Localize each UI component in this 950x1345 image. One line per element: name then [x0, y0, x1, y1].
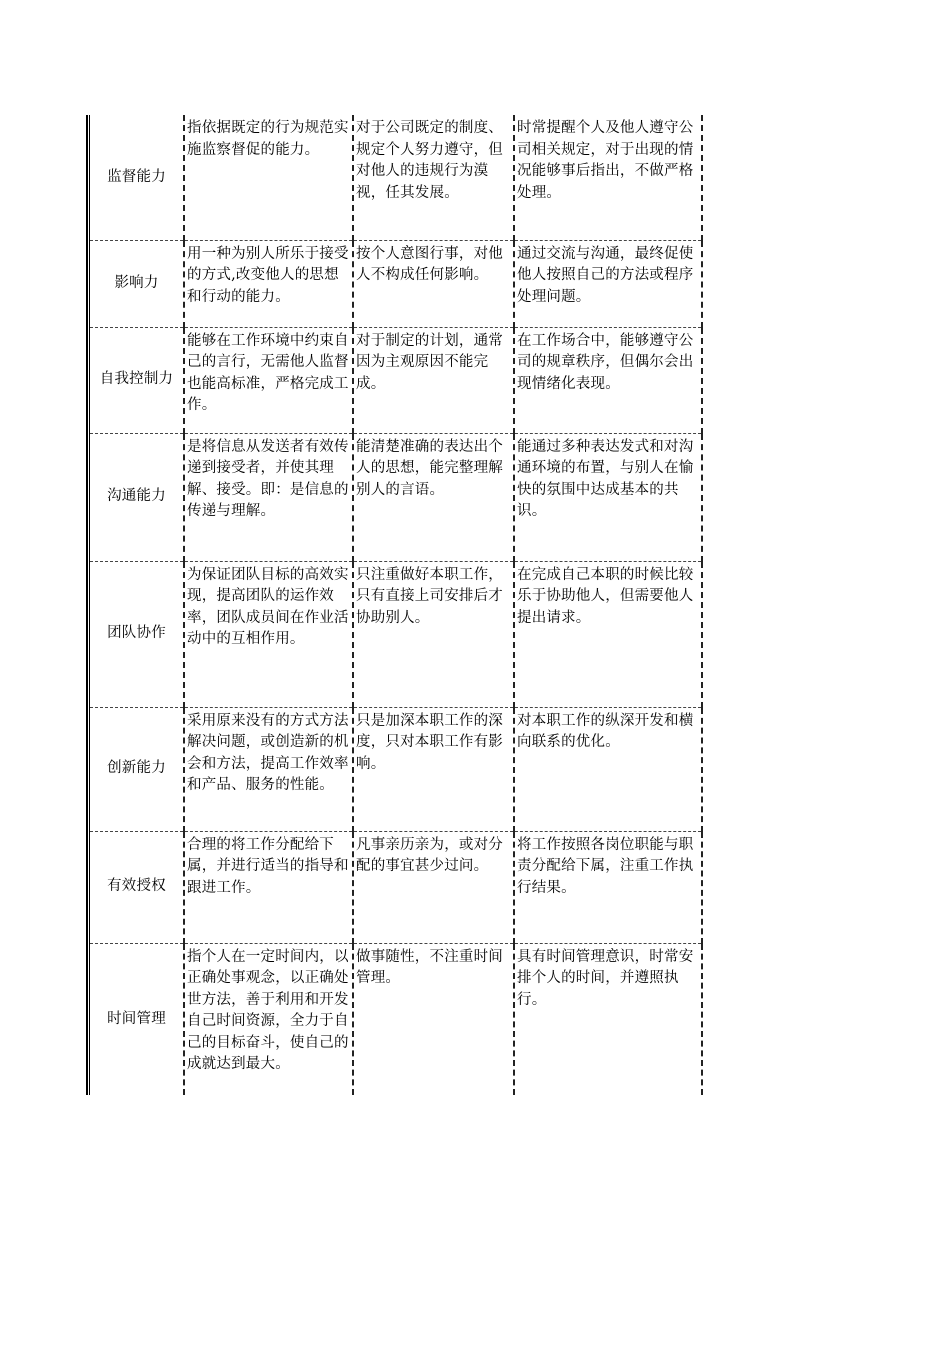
- competency-level-mid[interactable]: 具有时间管理意识，时常安排个人的时间，并遵照执行。: [514, 943, 702, 1095]
- competency-name[interactable]: 创新能力: [90, 707, 184, 831]
- competency-level-mid[interactable]: 时常提醒个人及他人遵守公司相关规定，对于出现的情况能够事后指出，不做严格处理。: [514, 115, 702, 240]
- competency-name[interactable]: 有效授权: [90, 831, 184, 943]
- competency-definition[interactable]: 指依据既定的行为规范实施监察督促的能力。: [184, 115, 353, 240]
- table-row: [90, 831, 702, 943]
- table-row: [90, 943, 702, 1095]
- competency-level-low[interactable]: 做事随性，不注重时间管理。: [353, 943, 514, 1095]
- competency-table: [90, 115, 703, 1095]
- competency-name[interactable]: 自我控制力: [90, 327, 184, 433]
- competency-name[interactable]: 沟通能力: [90, 433, 184, 561]
- competency-level-low[interactable]: 能清楚准确的表达出个人的思想，能完整理解别人的言语。: [353, 433, 514, 561]
- competency-level-low[interactable]: 只是加深本职工作的深度，只对本职工作有影响。: [353, 707, 514, 831]
- competency-level-mid[interactable]: 在完成自己本职的时候比较乐于协助他人，但需要他人提出请求。: [514, 561, 702, 707]
- competency-definition[interactable]: 是将信息从发送者有效传递到接受者，并使其理解、接受。即：是信息的传递与理解。: [184, 433, 353, 561]
- table-row: [90, 327, 702, 433]
- competency-level-low[interactable]: 对于公司既定的制度、规定个人努力遵守，但对他人的违规行为漠视，任其发展。: [353, 115, 514, 240]
- competency-name[interactable]: 团队协作: [90, 561, 184, 707]
- table-row: [90, 433, 702, 561]
- competency-definition[interactable]: 用一种为别人所乐于接受的方式,改变他人的思想和行动的能力。: [184, 240, 353, 327]
- competency-level-low[interactable]: 凡事亲历亲为，或对分配的事宜甚少过问。: [353, 831, 514, 943]
- competency-level-mid[interactable]: 能通过多种表达发式和对沟通环境的布置，与别人在愉快的氛围中达成基本的共识。: [514, 433, 702, 561]
- competency-definition[interactable]: 采用原来没有的方式方法解决问题，或创造新的机会和方法，提高工作效率和产品、服务的性能。: [184, 707, 353, 831]
- competency-definition[interactable]: 合理的将工作分配给下属，并进行适当的指导和跟进工作。: [184, 831, 353, 943]
- table-row: [90, 240, 702, 327]
- competency-level-mid[interactable]: 将工作按照各岗位职能与职责分配给下属，注重工作执行结果。: [514, 831, 702, 943]
- table-left-border: [86, 115, 88, 1095]
- competency-definition[interactable]: 为保证团队目标的高效实现，提高团队的运作效率，团队成员间在作业活动中的互相作用。: [184, 561, 353, 707]
- table-row: [90, 561, 702, 707]
- competency-level-low[interactable]: 按个人意图行事，对他人不构成任何影响。: [353, 240, 514, 327]
- competency-definition[interactable]: 指个人在一定时间内，以正确处事观念，以正确处世方法，善于利用和开发自己时间资源，全力于自己的目标奋斗，使自己的成就达到最大。: [184, 943, 353, 1095]
- competency-name[interactable]: 影响力: [90, 240, 184, 327]
- competency-definition[interactable]: 能够在工作环境中约束自己的言行，无需他人监督也能高标准，严格完成工作。: [184, 327, 353, 433]
- competency-level-mid[interactable]: 在工作场合中，能够遵守公司的规章秩序，但偶尔会出现情绪化表现。: [514, 327, 702, 433]
- competency-level-low[interactable]: 对于制定的计划，通常因为主观原因不能完成。: [353, 327, 514, 433]
- table-row: [90, 115, 702, 240]
- table-row: [90, 707, 702, 831]
- competency-level-mid[interactable]: 通过交流与沟通，最终促使他人按照自己的方法或程序处理问题。: [514, 240, 702, 327]
- competency-name[interactable]: 时间管理: [90, 943, 184, 1095]
- competency-level-mid[interactable]: 对本职工作的纵深开发和横向联系的优化。: [514, 707, 702, 831]
- competency-name[interactable]: 监督能力: [90, 115, 184, 240]
- competency-level-low[interactable]: 只注重做好本职工作，只有直接上司安排后才协助别人。: [353, 561, 514, 707]
